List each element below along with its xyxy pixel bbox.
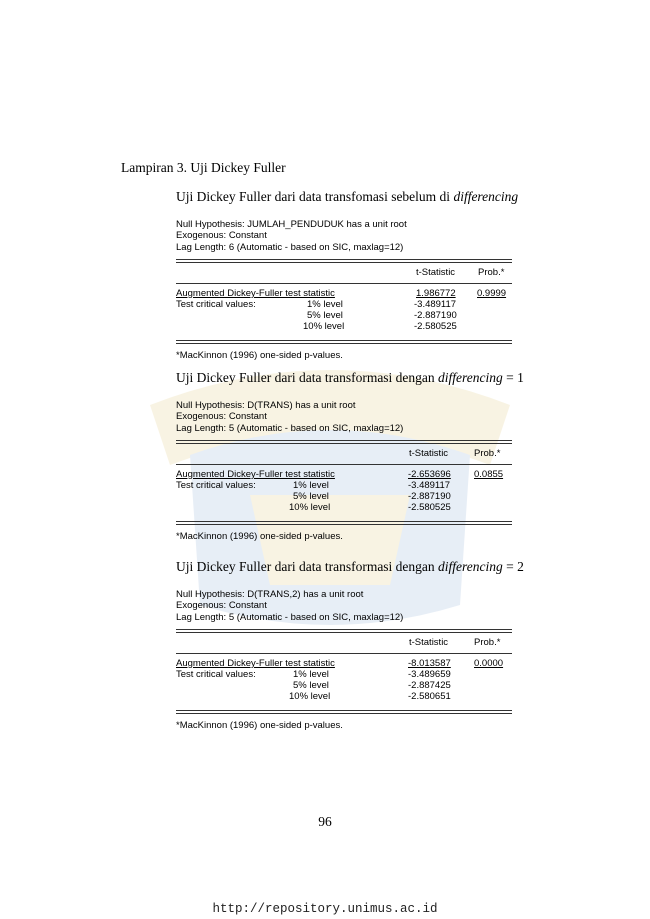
section-title-italic: differencing [438, 559, 503, 574]
critical-label: Test critical values: [176, 668, 256, 680]
level-value: -3.489117 [414, 298, 457, 310]
col-prob-header: Prob.* [474, 447, 501, 459]
section-title-italic: differencing [438, 370, 503, 385]
page-number: 96 [318, 814, 332, 829]
table-rule [176, 521, 512, 525]
critical-label: Test critical values: [176, 298, 256, 310]
section-title-1 [176, 189, 518, 205]
section-title-3 [176, 559, 524, 575]
level-value: -2.580525 [414, 320, 457, 332]
level-value: -2.887190 [414, 309, 457, 321]
level-value: -2.887190 [408, 490, 451, 502]
exogenous: Exogenous: Constant [176, 600, 267, 612]
adf-table-2 [176, 400, 512, 542]
section-title-suffix: = 2 [502, 559, 524, 574]
section-title-2 [176, 370, 524, 386]
adf-prob: 0.0000 [474, 657, 504, 669]
adf-label: Augmented Dickey-Fuller test statistic [176, 657, 335, 669]
adf-tstat: -2.653696 [408, 468, 451, 480]
table-rule [176, 283, 512, 284]
level-value: -2.580651 [408, 690, 451, 702]
level-label: 5% level [293, 679, 329, 691]
table-header-row [176, 633, 512, 653]
level-label: 10% level [289, 690, 331, 702]
null-hypothesis: Null Hypothesis: D(TRANS,2) has a unit root [176, 589, 364, 600]
section-title-suffix: = 1 [502, 370, 524, 385]
level-label: 10% level [289, 501, 331, 513]
mackinnon-note: *MacKinnon (1996) one-sided p-values. [176, 349, 343, 361]
adf-table-1 [176, 219, 512, 361]
col-prob-header: Prob.* [478, 266, 505, 278]
adf-label: Augmented Dickey-Fuller test statistic [176, 287, 335, 299]
exogenous: Exogenous: Constant [176, 230, 267, 242]
null-hypothesis: Null Hypothesis: JUMLAH_PENDUDUK has a unit root [176, 219, 407, 230]
col-prob-header: Prob.* [474, 636, 501, 648]
critical-label: Test critical values: [176, 479, 256, 491]
level-value: -2.887425 [408, 679, 451, 691]
adf-tstat: 1.986772 [416, 287, 456, 299]
adf-prob: 0.9999 [477, 287, 507, 299]
level-label: 1% level [293, 668, 329, 680]
adf-table-3 [176, 589, 512, 731]
col-tstat-header: t-Statistic [416, 266, 456, 278]
section-title-text: Uji Dickey Fuller dari data transformasi dengan [176, 370, 439, 385]
table-header-row [176, 263, 512, 283]
level-label: 1% level [293, 479, 329, 491]
col-tstat-header: t-Statistic [409, 447, 449, 459]
level-value: -2.580525 [408, 501, 451, 513]
level-label: 5% level [307, 309, 343, 321]
adf-prob: 0.0855 [474, 468, 504, 480]
mackinnon-note: *MacKinnon (1996) one-sided p-values. [176, 530, 343, 542]
level-label: 1% level [307, 298, 343, 310]
appendix-title: Lampiran 3. Uji Dickey Fuller [121, 160, 286, 175]
section-title-text: Uji Dickey Fuller dari data transformasi dengan [176, 559, 439, 574]
footer-url: http://repository.unimus.ac.id [212, 902, 438, 916]
col-tstat-header: t-Statistic [409, 636, 449, 648]
adf-tstat: -8.013587 [408, 657, 451, 669]
table-rule [176, 464, 512, 465]
table-rule [176, 653, 512, 654]
lag-length: Lag Length: 6 (Automatic - based on SIC, maxlag=12) [176, 241, 404, 253]
level-value: -3.489117 [408, 479, 451, 491]
lag-length: Lag Length: 5 (Automatic - based on SIC, maxlag=12) [176, 422, 404, 434]
section-title-italic: differencing [453, 189, 519, 204]
section-title-text: Uji Dickey Fuller dari data transfomasi sebelum di [176, 189, 454, 204]
table-rule [176, 710, 512, 714]
table-body [176, 469, 512, 521]
adf-label: Augmented Dickey-Fuller test statistic [176, 468, 335, 480]
level-label: 5% level [293, 490, 329, 502]
level-value: -3.489659 [408, 668, 451, 680]
table-rule [176, 340, 512, 344]
mackinnon-note: *MacKinnon (1996) one-sided p-values. [176, 719, 343, 731]
lag-length: Lag Length: 5 (Automatic - based on SIC, maxlag=12) [176, 611, 404, 623]
null-hypothesis: Null Hypothesis: D(TRANS) has a unit root [176, 400, 356, 411]
table-body [176, 658, 512, 710]
table-header-row [176, 444, 512, 464]
exogenous: Exogenous: Constant [176, 411, 267, 423]
level-label: 10% level [303, 320, 345, 332]
table-body [176, 288, 512, 340]
